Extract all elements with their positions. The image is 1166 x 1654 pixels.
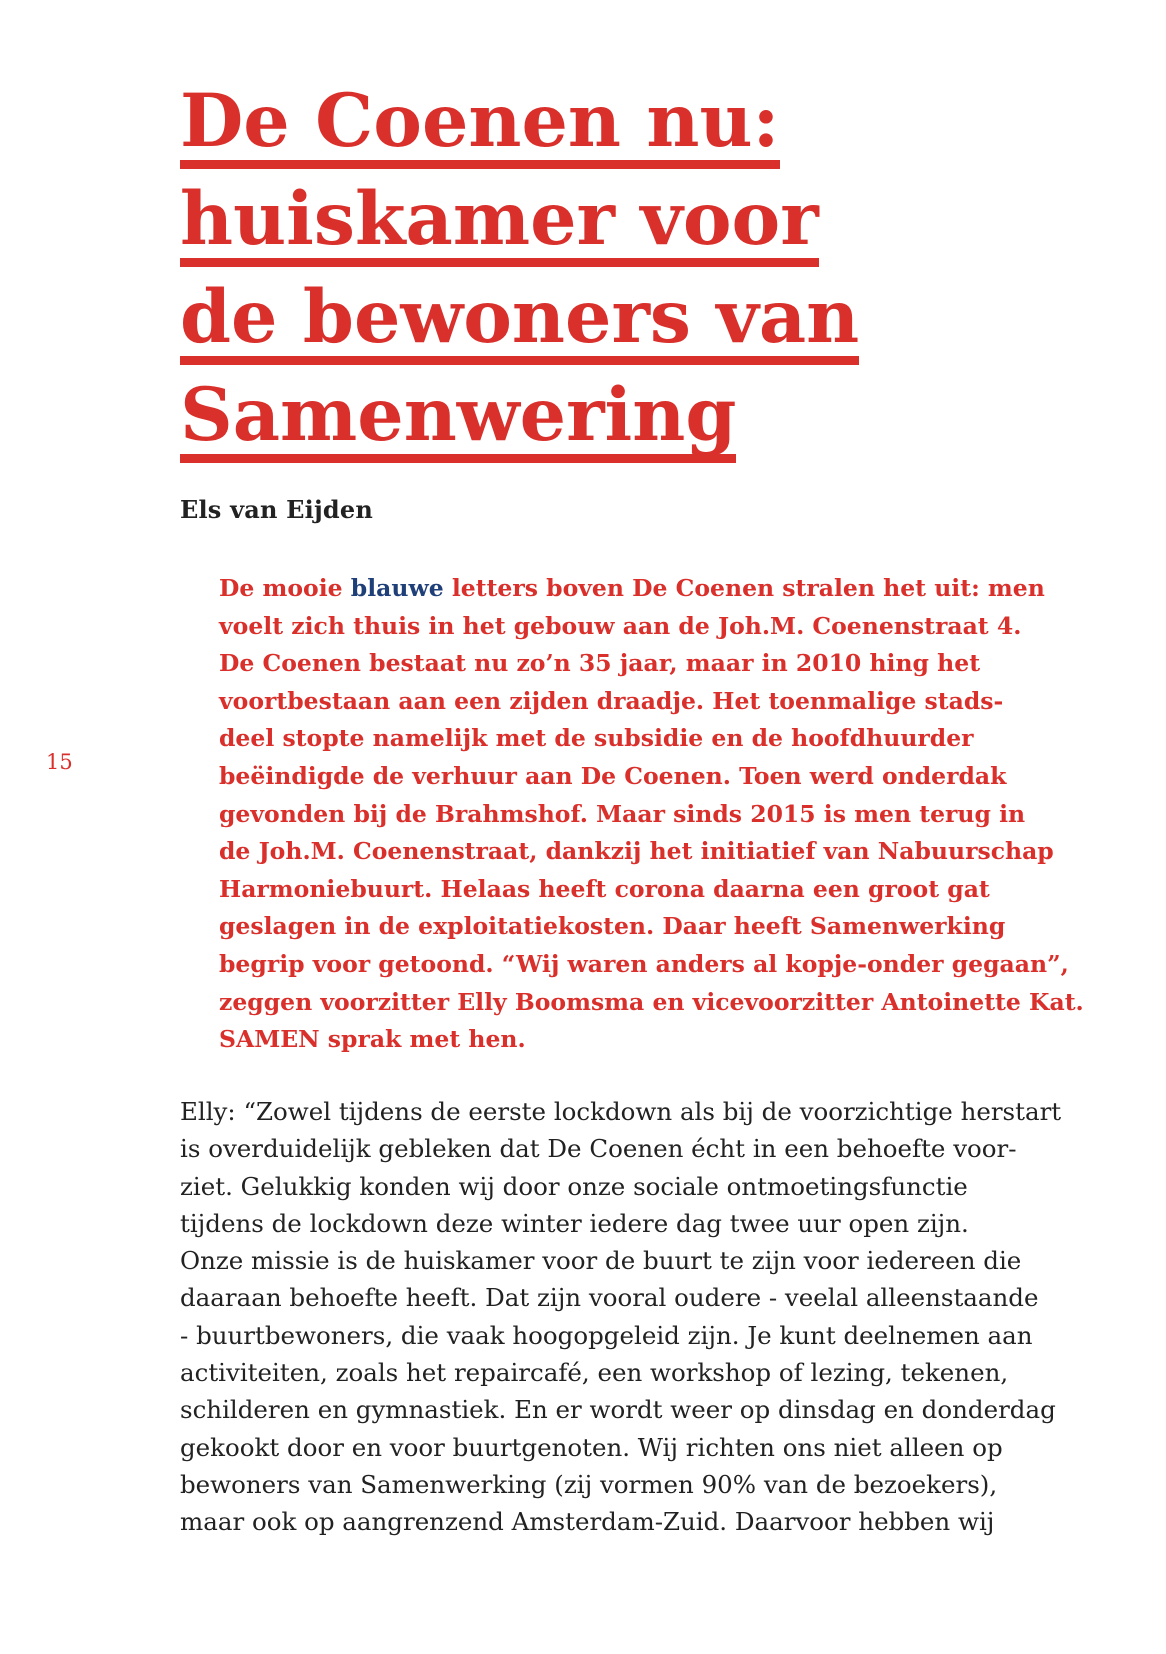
- article-title: [180, 78, 1080, 474]
- body-line: maar ook op aangrenzend Amsterdam-Zuid. Daarvoor hebben wij: [180, 1507, 995, 1537]
- intro-line: deel stopte namelijk met de subsidie en de hoofdhuurder: [219, 724, 974, 753]
- highlight-word-blue: blauwe: [350, 574, 444, 602]
- body-line: daaraan behoefte heeft. Dat zijn vooral oudere - veelal alleenstaande: [180, 1283, 1039, 1313]
- body-line: Elly: “Zowel tijdens de eerste lockdown als bij de voorzichtige herstart: [180, 1097, 1062, 1126]
- intro-line: gevonden bij de Brahmshof. Maar sinds 2015 is men terug in: [219, 799, 1026, 828]
- body-line: gekookt door en voor buurtgenoten. Wij richten ons niet alleen op: [180, 1432, 1003, 1462]
- body-line: tijdens de lockdown deze winter iedere dag twee uur open zijn.: [180, 1208, 969, 1238]
- body-line: activiteiten, zoals het repaircafé, een workshop of lezing, tekenen,: [180, 1358, 1009, 1388]
- body-paragraph: [180, 1093, 1080, 1541]
- intro-paragraph: [219, 570, 1084, 1059]
- body-line: Onze missie is de huiskamer voor de buurt te zijn voor iedereen die: [180, 1246, 1022, 1276]
- title-line: huiskamer voor: [180, 180, 1080, 278]
- title-line: Samenwering: [180, 376, 1080, 474]
- intro-line: SAMEN sprak met hen.: [219, 1025, 526, 1054]
- intro-line: de Joh.M. Coenenstraat, dankzij het initiatief van Nabuurschap: [219, 837, 1054, 866]
- intro-line: beëindigde de verhuur aan De Coenen. Toen werd onderdak: [219, 761, 1007, 790]
- intro-line: voelt zich thuis in het gebouw aan de Joh.M. Coenenstraat 4.: [219, 611, 1022, 640]
- title-line: de bewoners van: [180, 278, 1080, 376]
- body-line: bewoners van Samenwerking (zij vormen 90% van de bezoekers),: [180, 1469, 998, 1499]
- body-line: - buurtbewoners, die vaak hoogopgeleid zijn. Je kunt deelnemen aan: [180, 1320, 1033, 1350]
- title-line: De Coenen nu:: [180, 82, 1080, 180]
- intro-line: voortbestaan aan een zijden draadje. Het toenmalige stads-: [219, 686, 1004, 715]
- intro-line: begrip voor getoond. “Wij waren anders al kopje-onder gegaan”,: [219, 949, 1069, 978]
- body-line: is overduidelijk gebleken dat De Coenen écht in een behoefte voor-: [180, 1134, 1017, 1164]
- intro-line: Harmoniebuurt. Helaas heeft corona daarna een groot gat: [219, 874, 990, 903]
- intro-line: De Coenen bestaat nu zo’n 35 jaar, maar in 2010 hing het: [219, 649, 981, 678]
- body-line: ziet. Gelukkig konden wij door onze sociale ontmoetingsfunctie: [180, 1171, 968, 1201]
- body-line: schilderen en gymnastiek. En er wordt weer op dinsdag en donderdag: [180, 1395, 1056, 1425]
- page-number: 15: [46, 750, 73, 774]
- author-byline: Els van Eijden: [180, 495, 373, 524]
- intro-line: zeggen voorzitter Elly Boomsma en vicevoorzitter Antoinette Kat.: [219, 987, 1084, 1016]
- intro-line: geslagen in de exploitatiekosten. Daar heeft Samenwerking: [219, 912, 1006, 941]
- intro-line: De mooie blauwe letters boven De Coenen stralen het uit: men: [219, 574, 1045, 602]
